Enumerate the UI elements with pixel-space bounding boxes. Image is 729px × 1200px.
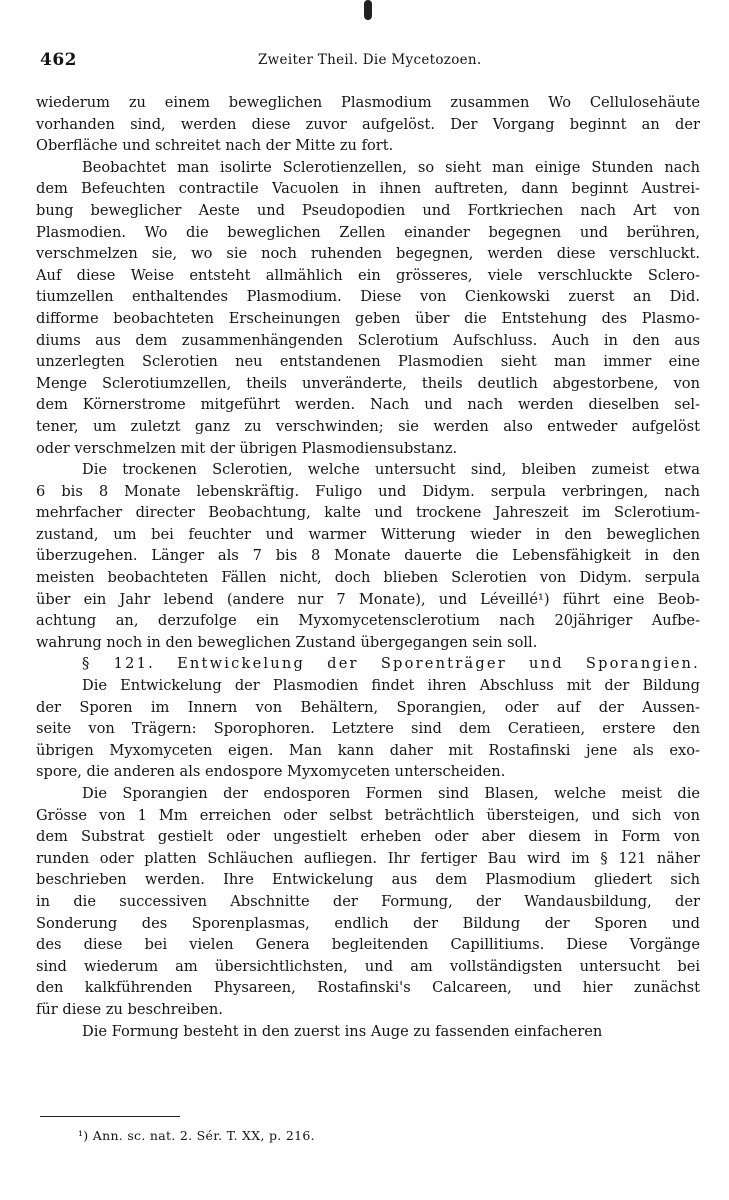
text-line: wahrung noch in den beweglichen Zustand übergegangen sein soll. — [36, 633, 538, 651]
text-line: Plasmodien. Wo die beweglichen Zellen einander begegnen und berühren, — [36, 223, 700, 241]
text-line: diums aus dem zusammenhängenden Sclerotium Aufschluss. Auch in den aus — [36, 331, 700, 349]
text-line: 6 bis 8 Monate lebenskräftig. Fuligo und Didym. serpula verbringen, nach — [36, 482, 700, 500]
text-line: der Sporen im Innern von Behältern, Sporangien, oder auf der Aussen- — [36, 698, 700, 716]
text-line: dem Befeuchten contractile Vacuolen in ihnen auftreten, dann beginnt Austrei- — [36, 180, 700, 198]
text-line: Die trockenen Sclerotien, welche untersucht sind, bleiben zumeist etwa — [82, 461, 700, 479]
text-line: den kalkführenden Physareen, Rostafinski's Calcareen, und hier zunächst — [36, 979, 700, 997]
text-line: Die Formung besteht in den zuerst ins Auge zu fassenden einfacheren — [82, 1022, 603, 1040]
paragraph — [36, 92, 700, 157]
text-line: unzerlegten Sclerotien neu entstandenen Plasmodien sieht man immer eine — [36, 353, 700, 371]
text-line: oder verschmelzen mit der übrigen Plasmodiensubstanz. — [36, 439, 458, 457]
text-line: dem Substrat gestielt oder ungestielt erheben oder aber diesem in Form von — [36, 828, 700, 846]
text-line: Die Sporangien der endosporen Formen sind Blasen, welche meist die — [82, 785, 700, 802]
paragraph — [36, 1021, 700, 1043]
text-line: übrigen Myxomyceten eigen. Man kann daher mit Rostafinski jene als exo- — [36, 741, 700, 759]
text-line: des diese bei vielen Genera begleitenden Capillitiums. Diese Vorgänge — [36, 936, 700, 954]
text-line: achtung an, derzufolge ein Myxomycetensclerotium nach 20jähriger Aufbe- — [36, 612, 700, 630]
text-line: zustand, um bei feuchter und warmer Witterung wieder in den beweglichen — [36, 525, 700, 543]
footnote: ¹) Ann. sc. nat. 2. Sér. T. XX, p. 216. — [78, 1128, 315, 1143]
page-number: 462 — [40, 50, 77, 70]
paragraph — [36, 459, 700, 653]
text-line: spore, die anderen als endospore Myxomyceten unterscheiden. — [36, 763, 506, 781]
body-text — [36, 92, 700, 1042]
text-line: über ein Jahr lebend (andere nur 7 Monate), und Léveillé¹) führt eine Beob- — [36, 590, 700, 608]
text-line: Menge Sclerotiumzellen, theils unveränderte, theils deutlich abgestorbene, von — [36, 374, 700, 392]
paragraph — [36, 783, 700, 1021]
paragraph — [36, 675, 700, 783]
text-line: überzugehen. Länger als 7 bis 8 Monate dauerte die Lebensfähigkeit in den — [36, 547, 700, 565]
text-line: seite von Trägern: Sporophoren. Letztere sind dem Ceratieen, erstere den — [36, 720, 700, 738]
text-line: Auf diese Weise entsteht allmählich ein grösseres, viele verschluckte Sclero- — [36, 266, 700, 284]
text-line: in die successiven Abschnitte der Formung, der Wandausbildung, der — [36, 892, 700, 910]
text-line: Sonderung des Sporenplasmas, endlich der Bildung der Sporen und — [36, 914, 700, 932]
text-line: Die Entwickelung der Plasmodien findet ihren Abschluss mit der Bildung — [82, 677, 700, 695]
text-line: mehrfacher directer Beobachtung, kalte und trockene Jahreszeit im Sclerotium- — [36, 504, 700, 522]
text-line: Beobachtet man isolirte Sclerotienzellen, so sieht man einige Stunden nach — [82, 158, 700, 176]
ink-blot — [364, 0, 372, 20]
text-line: vorhanden sind, werden diese zuvor aufgelöst. Der Vorgang beginnt an der — [36, 115, 700, 133]
text-line: sind wiederum am übersichtlichsten, und am vollständigsten untersucht bei — [36, 957, 700, 975]
text-line: tiumzellen enthaltendes Plasmodium. Diese von Cienkowski zuerst an Did. — [36, 288, 700, 306]
text-line: bung beweglicher Aeste und Pseudopodien und Fortkriechen nach Art von — [36, 201, 700, 219]
text-line: beschrieben werden. Ihre Entwickelung aus dem Plasmodium gliedert sich — [36, 871, 700, 889]
text-line: tener, um zuletzt ganz zu verschwinden; sie werden also entweder aufgelöst — [36, 417, 700, 435]
text-line: difforme beobachteten Erscheinungen geben über die Entstehung des Plasmo- — [36, 309, 700, 327]
section-heading: § 121. Entwickelung der Sporenträger und Sporangien. — [82, 655, 700, 673]
text-line: Grösse von 1 Mm erreichen oder selbst beträchtlich übersteigen, und sich von — [36, 806, 700, 824]
text-line: verschmelzen sie, wo sie noch ruhenden begegnen, werden diese verschluckt. — [36, 245, 700, 263]
paragraph — [36, 157, 700, 459]
footnote-divider — [40, 1116, 180, 1117]
running-title: Zweiter Theil. Die Mycetozoen. — [258, 52, 482, 68]
text-line: wiederum zu einem beweglichen Plasmodium zusammen Wo Cellulosehäute — [36, 94, 700, 111]
text-line: für diese zu beschreiben. — [36, 1000, 223, 1018]
text-line: runden oder platten Schläuchen aufliegen. Ihr fertiger Bau wird im § 121 näher — [36, 849, 700, 867]
text-line: dem Körnerstrome mitgeführt werden. Nach und nach werden dieselben sel- — [36, 396, 700, 414]
text-line: Oberfläche und schreitet nach der Mitte zu fort. — [36, 137, 394, 155]
text-line: meisten beobachteten Fällen nicht, doch blieben Sclerotien von Didym. serpula — [36, 569, 700, 587]
